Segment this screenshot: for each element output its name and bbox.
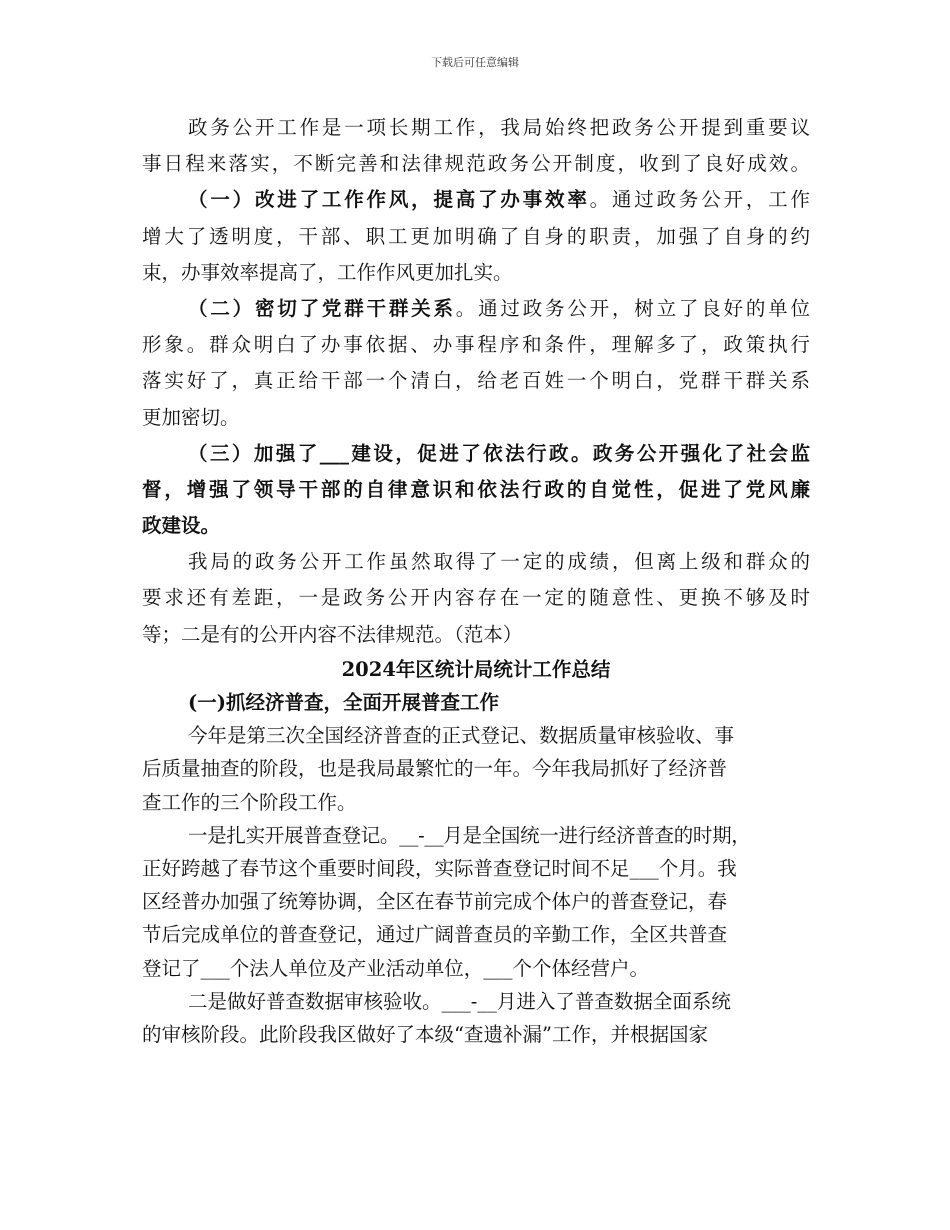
page-header: 下载后可任意编辑: [431, 56, 519, 69]
paragraph-line: [142, 182, 810, 218]
paragraph-line: 束，办事效率提高了，工作作风更加扎实。: [142, 260, 513, 284]
paragraph-line: 等；二是有的公开内容不法律规范。（范本）: [142, 622, 523, 646]
paragraph-heading: （二）密切了党群干群关系: [188, 296, 456, 320]
paragraph-line: 区经普办加强了统筹协调，全区在春节前完成个体户的普查登记，春: [142, 890, 728, 914]
document-title: 2024年区统计局统计工作总结: [341, 657, 611, 681]
paragraph-line: 正好跨越了春节这个重要时间段，实际普查登记时间不足___个月。我: [142, 856, 737, 880]
paragraph-line: （三）加强了___建设，促进了依法行政。政务公开强化了社会监: [188, 441, 810, 465]
document-body: [142, 110, 810, 1051]
paragraph-line: 政建设。: [142, 514, 221, 538]
paragraph-line: 事日程来落实，不断完善和法律规范政务公开制度，收到了良好成效。: [142, 152, 810, 176]
paragraph-text: 。通过政务公开，树立了良好的单位: [455, 296, 810, 320]
paragraph-heading: （一）改进了工作作风，提高了办事效率: [188, 188, 590, 212]
paragraph-line: 增大了透明度，干部、职工更加明确了自身的职责，加强了自身的约: [142, 224, 810, 248]
paragraph-line: 查工作的三个阶段工作。: [142, 790, 357, 814]
paragraph-line: 落实好了，真正给干部一个清白，给老百姓一个明白，党群干群关系: [142, 369, 810, 393]
paragraph-line: 一是扎实开展普查登记。__-__月是全国统一进行经济普查的时期，: [188, 823, 751, 847]
paragraph-line: 节后完成单位的普查登记，通过广阔普查员的辛勤工作，全区共普查: [142, 923, 728, 947]
paragraph-line: 后质量抽查的阶段，也是我局最繁忙的一年。今年我局抓好了经济普: [142, 757, 728, 781]
paragraph-line: 政务公开工作是一项长期工作，我局始终把政务公开提到重要议: [188, 116, 810, 139]
paragraph-line: 我局的政务公开工作虽然取得了一定的成绩，但离上级和群众的: [188, 550, 810, 574]
paragraph-line: 登记了___个法人单位及产业活动单位，___个个体经营户。: [142, 956, 650, 980]
paragraph-line: 督，增强了领导干部的自律意识和依法行政的自觉性，促进了党风廉: [142, 477, 810, 501]
paragraph-line: 二是做好普查数据审核验收。___-__月进入了普查数据全面系统: [188, 989, 731, 1013]
paragraph-line: 今年是第三次全国经济普查的正式登记、数据质量审核验收、事: [188, 724, 735, 748]
paragraph-line: 要求还有差距，一是政务公开内容存在一定的随意性、更换不够及时: [142, 586, 810, 610]
paragraph-text: 。通过政务公开，工作: [589, 188, 810, 212]
section-heading: (一)抓经济普查，全面开展普查工作: [188, 691, 499, 714]
paragraph-line: 更加密切。: [142, 405, 240, 429]
paragraph-line: 形象。群众明白了办事依据、办事程序和条件，理解多了，政策执行: [142, 333, 810, 357]
paragraph-line: 的审核阶段。此阶段我区做好了本级“查遗补漏”工作，并根据国家: [142, 1022, 708, 1046]
paragraph-line: [142, 291, 810, 327]
